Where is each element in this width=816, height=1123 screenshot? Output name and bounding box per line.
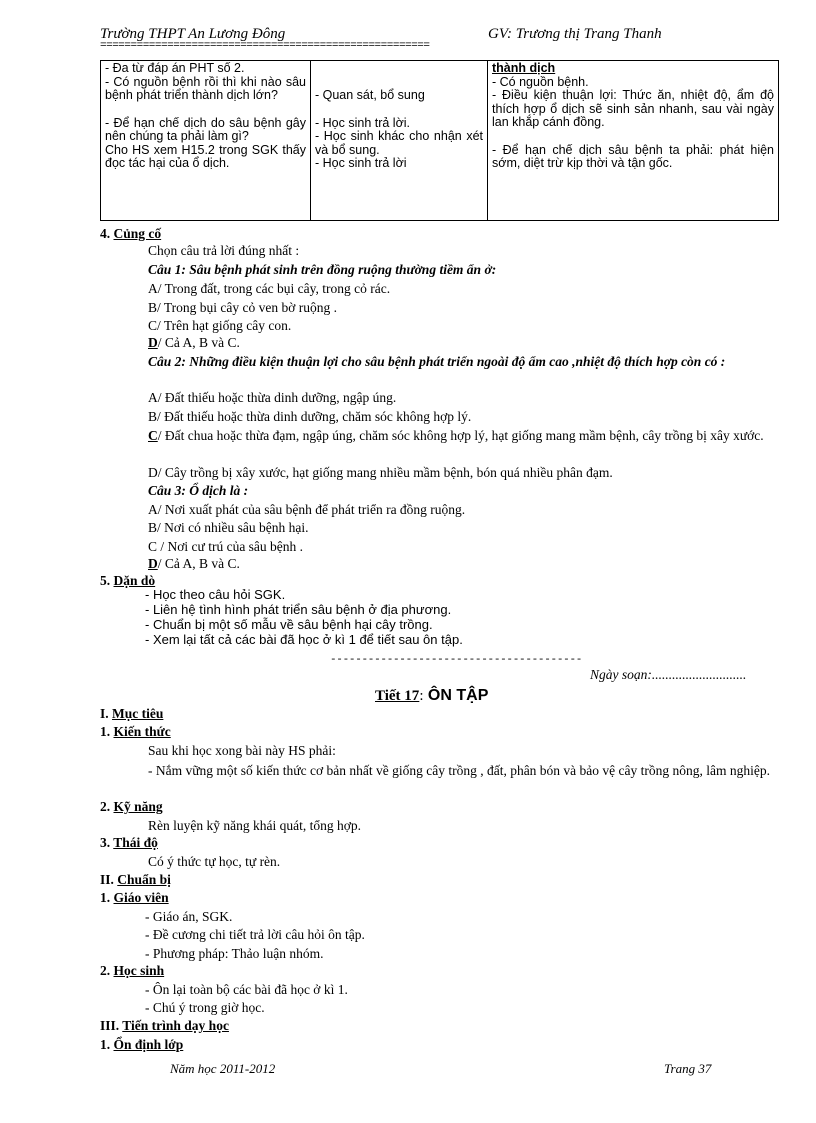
q1-option-b: B/ Trong bụi cây cỏ ven bờ ruộng . bbox=[148, 300, 338, 315]
kienthuc-intro: Sau khi học xong bài này HS phải: bbox=[148, 743, 336, 758]
dando-item: - Liên hệ tình hình phát triển sâu bệnh ở địa phương. bbox=[145, 602, 452, 617]
dando-item: - Học theo câu hỏi SGK. bbox=[145, 587, 286, 602]
giaovien-item: - Đề cương chi tiết trả lời câu hỏi ôn tập. bbox=[145, 927, 365, 942]
q3-option-b: B/ Nơi có nhiều sâu bệnh hại. bbox=[148, 520, 309, 535]
q2-option-d: D/ Cây trồng bị xây xước, hạt giống mang nhiều mầm bệnh, bón quá nhiều phân đạm. bbox=[148, 465, 613, 480]
hocsinh-item: - Ôn lại toàn bộ các bài đã học ở kì 1. bbox=[145, 982, 348, 997]
table-text: - Quan sát, bổ sung bbox=[315, 88, 425, 102]
q2-option-b: B/ Đất thiếu hoặc thừa dinh dưỡng, chăm sóc không hợp lý. bbox=[148, 409, 472, 424]
q1-option-d: D/ Cả A, B và C. bbox=[148, 335, 240, 350]
sub-kienthuc: 1. Kiến thức bbox=[100, 724, 171, 739]
section-muctieu: I. Mục tiêu bbox=[100, 706, 164, 721]
q2-option-c: C/ Đất chua hoặc thừa đạm, ngập úng, chăm sóc không hợp lý, hạt giống mang mầm bệnh, cây trồng bị xây xước. bbox=[148, 428, 764, 443]
kienthuc-item: - Nắm vững một số kiến thức cơ bản nhất về giống cây trồng , đất, phân bón và bảo vệ cây trồng nông, lâm nghiệp. bbox=[148, 763, 771, 778]
sub-thaido: 3. Thái độ bbox=[100, 835, 158, 850]
table-text: - Học sinh trả lời bbox=[315, 156, 407, 170]
activity-table bbox=[100, 60, 779, 221]
section-chuanbi: II. Chuẩn bị bbox=[100, 872, 171, 887]
q1-option-a: A/ Trong đất, trong các bụi cây, trong cỏ rác. bbox=[148, 281, 391, 296]
table-text: - Để hạn chế dịch sâu bệnh ta phải: phát hiện sớm, diệt trừ kịp thời và tận gốc. bbox=[492, 142, 774, 170]
sub-hocsinh: 2. Học sinh bbox=[100, 963, 165, 978]
footer-year: Năm học 2011-2012 bbox=[170, 1061, 276, 1076]
lesson-title: Tiết 17: ÔN TẬP bbox=[375, 687, 489, 704]
sub-giaovien: 1. Giáo viên bbox=[100, 890, 169, 905]
question-1: Câu 1: Sâu bệnh phát sinh trên đồng ruộng thường tiềm ẩn ở: bbox=[148, 262, 497, 277]
q3-option-c: C / Nơi cư trú của sâu bệnh . bbox=[148, 539, 304, 554]
section-separator: ---------------------------------------- bbox=[330, 654, 583, 666]
cungco-intro: Chọn câu trả lời đúng nhất : bbox=[148, 243, 300, 258]
kynang-text: Rèn luyện kỹ năng khái quát, tổng hợp. bbox=[148, 818, 361, 833]
hocsinh-item: - Chú ý trong giờ học. bbox=[145, 1000, 265, 1015]
table-text: - Có nguồn bệnh rồi thì khi nào sâu bệnh phát triển thành dịch lớn? bbox=[105, 74, 306, 102]
section-tientrinh: III. Tiến trình dạy học bbox=[100, 1018, 229, 1033]
table-col-content bbox=[488, 61, 779, 221]
sub-ondinh: 1. Ổn định lớp bbox=[100, 1037, 184, 1052]
header-teacher: GV: Trương thị Trang Thanh bbox=[488, 26, 662, 42]
table-text: - Để hạn chế dịch do sâu bệnh gây nên chúng ta phải làm gì? bbox=[105, 115, 306, 143]
q3-option-d: D/ Cả A, B và C. bbox=[148, 556, 240, 571]
thaido-text: Có ý thức tự học, tự rèn. bbox=[148, 854, 281, 869]
header-school: Trường THPT An Lương Đông bbox=[100, 26, 286, 42]
footer-page: Trang 37 bbox=[664, 1061, 712, 1076]
q3-option-a: A/ Nơi xuất phát của sâu bệnh để phát triển ra đồng ruộng. bbox=[148, 502, 466, 517]
table-text: Cho HS xem H15.2 trong SGK thấy đọc tác hại của ổ dịch. bbox=[105, 142, 306, 170]
table-text: thành dịch bbox=[492, 61, 556, 75]
dando-item: - Chuẩn bị một số mẫu về sâu bệnh hại cây trồng. bbox=[145, 617, 433, 632]
giaovien-item: - Giáo án, SGK. bbox=[145, 909, 233, 924]
q2-option-a: A/ Đất thiếu hoặc thừa dinh dưỡng, ngập úng. bbox=[148, 390, 397, 405]
dando-item: - Xem lại tất cả các bài đã học ở kì 1 để tiết sau ôn tập. bbox=[145, 632, 463, 647]
ngay-soan: Ngày soạn:............................ bbox=[590, 667, 747, 682]
question-3: Câu 3: Ổ dịch là : bbox=[148, 483, 249, 498]
section-dando: 5. Dặn dò bbox=[100, 573, 156, 588]
table-text: - Điều kiện thuận lợi: Thức ăn, nhiệt độ, ẩm độ thích hợp ổ dịch sẽ sinh sản nhanh, sau vài ngày lan khắp cánh đồng. bbox=[492, 88, 774, 129]
giaovien-item: - Phương pháp: Thảo luận nhóm. bbox=[145, 946, 324, 961]
table-text: - Đa từ đáp án PHT số 2. bbox=[105, 61, 245, 75]
table-text: - Học sinh trả lời. bbox=[315, 115, 411, 130]
table-col-student bbox=[311, 61, 488, 221]
table-text: - Học sinh khác cho nhận xét và bổ sung. bbox=[315, 129, 483, 157]
section-cungco: 4. Củng cố bbox=[100, 226, 162, 241]
header-divider: ====================================================== bbox=[100, 40, 430, 52]
table-col-teacher bbox=[101, 61, 311, 221]
sub-kynang: 2. Kỹ năng bbox=[100, 799, 163, 814]
table-text: - Có nguồn bệnh. bbox=[492, 74, 589, 89]
question-2: Câu 2: Những điều kiện thuận lợi cho sâu bệnh phát triển ngoài độ ẩm cao ,nhiệt độ thích hợp còn có : bbox=[148, 354, 726, 369]
q1-option-c: C/ Trên hạt giống cây con. bbox=[148, 318, 292, 333]
